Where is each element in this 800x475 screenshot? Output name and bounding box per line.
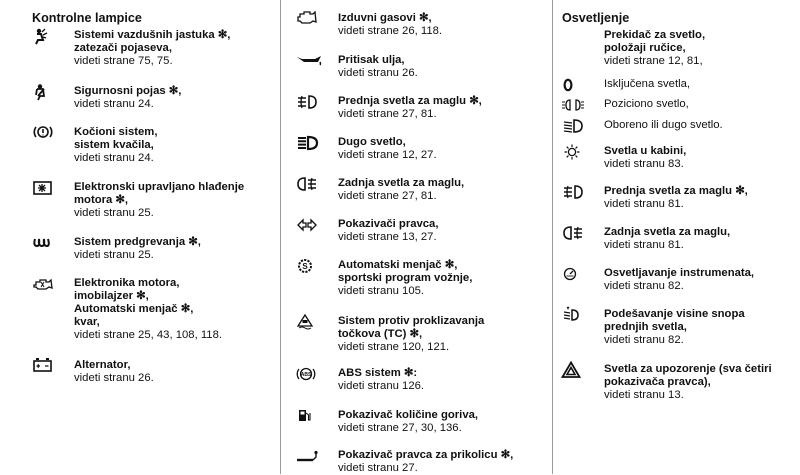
entry-title: točkova (TC) ✻, [338,328,423,340]
page-reference: videti strane 12, 81, [604,55,703,67]
entry-title: Sistem predgrevanja ✻, [74,236,201,248]
entry-title: Prednja svetla za maglu ✻, [604,185,748,197]
entry-title: Zadnja svetla za maglu, [338,177,465,189]
page-reference: videti strane 27, 30, 136. [338,422,462,434]
entry-title: Zadnja svetla za maglu, [604,226,731,238]
page-reference: videti strane 13, 27. [338,231,437,243]
page-reference: videti stranu 27. [338,462,418,474]
abs-icon [296,366,324,382]
fuel-icon [296,408,324,424]
page-reference: videti strane 75, 75. [74,55,173,67]
page-reference: videti stranu 25. [74,207,154,219]
entry-title: zatezači pojaseva, [74,42,172,54]
section-heading: Kontrolne lampice [32,11,142,25]
entry-title: Pritisak ulja, [338,54,405,66]
hazard-warning-icon [562,362,590,378]
front-fog-light-icon [296,94,324,110]
rear-fog-light-icon [296,176,324,192]
engine-electronics-icon [32,276,60,292]
entry-title: Izduvni gasovi ✻, [338,12,432,24]
entry-title: prednjih svetla, [604,321,687,333]
entry-title: motora ✻, [74,194,129,206]
headlight-range-icon [562,307,590,323]
glow-plug-icon [32,235,60,251]
entry-title: ABS sistem ✻: [338,367,418,379]
low-beam-icon [562,118,590,134]
automatic-transmission-icon [296,258,324,274]
entry-title: položaji ručice, [604,42,686,54]
section-heading: Osvetljenje [562,11,630,25]
traction-control-icon [296,314,324,330]
entry-title: Automatski menjač ✻, [338,259,458,271]
entry-title: Kočioni sistem, [74,126,158,138]
entry-title: Sistem protiv proklizavanja [338,315,485,327]
page-reference: videti stranu 25. [74,249,154,261]
page-reference: videti stranu 24. [74,98,154,110]
oil-pressure-icon [296,53,324,69]
page-reference: videti stranu 82. [604,280,684,292]
trailer-signal-icon [296,448,324,464]
entry-title: Pokazivač količine goriva, [338,409,479,421]
entry-title: Dugo svetlo, [338,136,406,148]
page-reference: videti stranu 81. [604,239,684,251]
coolant-icon [32,180,60,196]
page-reference: videti stranu 126. [338,380,425,392]
page-reference: videti stranu 105. [338,285,425,297]
entry-title: Alternator, [74,359,131,371]
entry-title: Osvetljavanje instrumenata, [604,267,755,279]
entry-title: Pokazivači pravca, [338,218,439,230]
entry-title: Svetla za upozorenje (sva četiri [604,363,772,375]
entry-title: imobilajzer ✻, [74,290,149,302]
page-reference: videti strane 26, 118. [338,25,443,37]
page-reference: videti stranu 13. [604,389,684,401]
entry-title: Svetla u kabini, [604,145,687,157]
entry-title: pokazivača pravca), [604,376,711,388]
entry-title: kvar, [74,316,100,328]
rear-fog-light-icon [562,225,590,241]
entry-title: Sistemi vazdušnih jastuka ✻, [74,29,231,41]
entry-title: Prednja svetla za maglu ✻, [338,95,482,107]
entry-title: Automatski menjač ✻, [74,303,194,315]
entry-title: Elektronski upravljano hlađenje [74,181,245,193]
page-reference: videti stranu 81. [604,198,684,210]
instrument-illumination-icon [562,266,590,282]
entry-title: sportski program vožnje, [338,272,473,284]
turn-signal-icon [296,217,324,233]
entry-title: Podešavanje visine snopa [604,308,745,320]
battery-icon [32,358,60,374]
brake-system-icon [32,125,60,141]
seat-belt-icon [32,84,60,100]
page-reference: videti stranu 26. [74,372,154,384]
entry-title: Sigurnosni pojas ✻, [74,85,182,97]
entry-title: sistem kvačila, [74,139,154,151]
airbag-icon [32,28,60,44]
switch-position-label: Poziciono svetlo, [604,98,689,110]
column-divider [552,0,553,474]
entry-title: Pokazivač pravca za prikolicu ✻, [338,449,514,461]
parking-light-icon [562,97,590,113]
high-beam-icon [296,135,324,151]
page-reference: videti stranu 26. [338,67,418,79]
page-reference: videti strane 25, 43, 108, 118. [74,329,223,341]
switch-position-label: Oboreno ili dugo svetlo. [604,119,723,131]
svg-text:ABS: ABS [300,372,312,378]
exhaust-icon [296,11,324,27]
page-reference: videti strane 12, 27. [338,149,437,161]
page-reference: videti strane 27, 81. [338,190,437,202]
column-divider [280,0,281,474]
page-reference: videti strane 120, 121. [338,341,450,353]
front-fog-light-icon [562,184,590,200]
page-reference: videti stranu 83. [604,158,684,170]
entry-title: Elektronika motora, [74,277,180,289]
page-reference: videti strane 27, 81. [338,108,437,120]
lights-off-icon [562,77,590,93]
page-reference: videti stranu 82. [604,334,684,346]
switch-position-label: Isključena svetla, [604,78,691,90]
interior-light-icon [562,144,590,160]
entry-title: Prekidač za svetlo, [604,29,706,41]
svg-text:S: S [302,262,308,271]
page-reference: videti stranu 24. [74,152,154,164]
